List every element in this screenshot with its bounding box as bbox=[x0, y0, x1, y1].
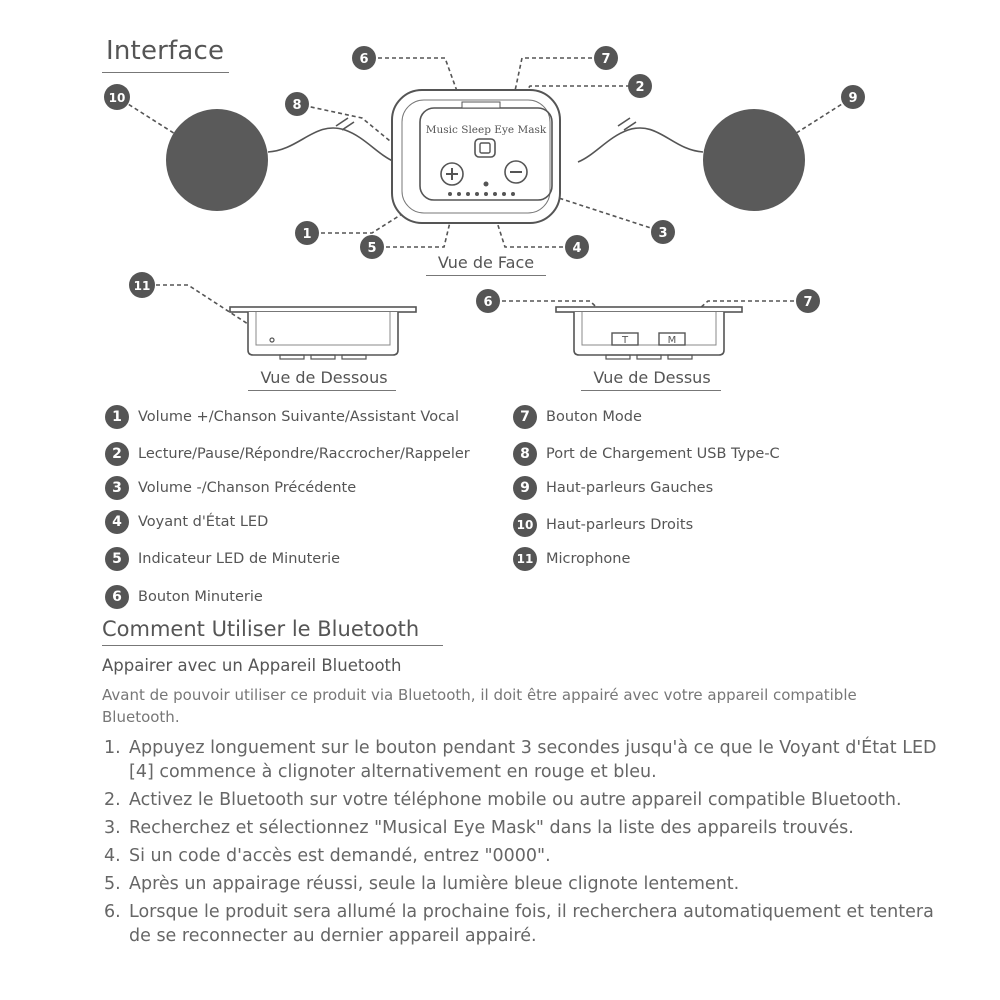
front-view-underline bbox=[426, 275, 546, 276]
step-text: Appuyez longuement sur le bouton pendant 3 secondes jusqu'à ce que le Voyant d'État LED [4] commence à clignoter alternativement en rouge et bleu. bbox=[129, 738, 937, 782]
pairing-steps bbox=[104, 736, 954, 952]
volume-down-button bbox=[505, 161, 527, 183]
control-box-top-view bbox=[556, 307, 742, 359]
callout-11 bbox=[129, 272, 155, 298]
top-view-underline bbox=[581, 390, 721, 391]
legend-badge: 7 bbox=[513, 405, 537, 429]
legend-label: Indicateur LED de Minuterie bbox=[138, 551, 341, 567]
timer-button-T bbox=[612, 333, 638, 346]
legend-label: Bouton Minuterie bbox=[138, 589, 263, 605]
legend-item-6 bbox=[105, 583, 263, 611]
pairing-step bbox=[104, 844, 954, 868]
interface-title: Interface bbox=[106, 36, 225, 66]
legend-item-2 bbox=[105, 440, 470, 468]
callout-1 bbox=[295, 221, 319, 245]
legend-label: Port de Chargement USB Type-C bbox=[546, 446, 780, 462]
device-brand-text: Music Sleep Eye Mask bbox=[425, 124, 547, 136]
svg-text:11: 11 bbox=[133, 279, 151, 293]
svg-text:2: 2 bbox=[635, 80, 645, 95]
legend-item-8 bbox=[513, 440, 780, 468]
svg-text:4: 4 bbox=[572, 241, 582, 256]
svg-text:6: 6 bbox=[483, 295, 493, 310]
right-speaker bbox=[166, 109, 268, 211]
legend-item-9 bbox=[513, 474, 713, 502]
svg-text:6: 6 bbox=[359, 52, 369, 67]
step-number: 3. bbox=[104, 818, 121, 838]
legend-badge: 6 bbox=[105, 585, 129, 609]
legend-badge: 3 bbox=[105, 476, 129, 500]
pairing-subtitle: Appairer avec un Appareil Bluetooth bbox=[102, 656, 402, 675]
legend-item-5 bbox=[105, 545, 340, 573]
front-view-label: Vue de Face bbox=[437, 253, 535, 272]
left-speaker bbox=[703, 109, 805, 211]
callout-5 bbox=[360, 235, 384, 259]
step-number: 2. bbox=[104, 790, 121, 810]
legend-label: Volume +/Chanson Suivante/Assistant Vocal bbox=[138, 409, 459, 425]
control-box-bottom-view bbox=[230, 307, 416, 359]
legend-label: Lecture/Pause/Répondre/Raccrocher/Rappeler bbox=[138, 446, 470, 462]
callout-10 bbox=[104, 84, 130, 110]
volume-up-button bbox=[441, 163, 463, 185]
svg-text:7: 7 bbox=[803, 295, 813, 310]
legend-badge: 11 bbox=[513, 547, 537, 571]
legend-badge: 4 bbox=[105, 510, 129, 534]
legend-badge: 5 bbox=[105, 547, 129, 571]
callout-6 bbox=[352, 46, 376, 70]
step-number: 5. bbox=[104, 874, 121, 894]
legend-item-10 bbox=[513, 511, 693, 539]
legend-badge: 10 bbox=[513, 513, 537, 537]
legend-badge: 9 bbox=[513, 476, 537, 500]
legend-badge: 8 bbox=[513, 442, 537, 466]
svg-text:7: 7 bbox=[601, 52, 611, 67]
svg-text:8: 8 bbox=[292, 98, 302, 113]
callout-7 bbox=[594, 46, 618, 70]
svg-text:9: 9 bbox=[848, 91, 858, 106]
legend-label: Haut-parleurs Gauches bbox=[546, 480, 714, 496]
callout-9 bbox=[841, 85, 865, 109]
bottom-view-underline bbox=[248, 390, 396, 391]
step-text: Recherchez et sélectionnez "Musical Eye Mask" dans la liste des appareils trouvés. bbox=[129, 818, 854, 838]
pairing-step bbox=[104, 788, 954, 812]
pairing-step bbox=[104, 872, 954, 896]
legend-badge: 1 bbox=[105, 405, 129, 429]
callout-8 bbox=[285, 92, 309, 116]
play-pause-button bbox=[475, 139, 495, 157]
legend-label: Voyant d'État LED bbox=[138, 514, 269, 530]
step-text: Lorsque le produit sera allumé la prochaine fois, il recherchera automatiquement et tentera de se reconnecter au dernier appareil appairé. bbox=[129, 902, 934, 946]
legend-item-4 bbox=[105, 508, 268, 536]
bluetooth-section-title: Comment Utiliser le Bluetooth bbox=[102, 617, 420, 641]
step-number: 4. bbox=[104, 846, 121, 866]
svg-text:M: M bbox=[667, 335, 677, 346]
callout-6-top bbox=[476, 289, 500, 313]
step-text: Si un code d'accès est demandé, entrez "0000". bbox=[129, 846, 551, 866]
legend-item-7 bbox=[513, 403, 642, 431]
top-view-label: Vue de Dessus bbox=[593, 368, 711, 387]
step-text: Activez le Bluetooth sur votre téléphone mobile ou autre appareil compatible Bluetooth. bbox=[129, 790, 902, 810]
step-number: 6. bbox=[104, 902, 121, 922]
svg-text:T: T bbox=[621, 335, 629, 346]
step-text: Après un appairage réussi, seule la lumière bleue clignote lentement. bbox=[129, 874, 740, 894]
pairing-step bbox=[104, 816, 954, 840]
interface-diagram bbox=[0, 0, 1000, 400]
legend-item-11 bbox=[513, 545, 630, 573]
callout-2 bbox=[628, 74, 652, 98]
step-number: 1. bbox=[104, 738, 121, 758]
legend-item-3 bbox=[105, 474, 356, 502]
svg-text:1: 1 bbox=[302, 227, 312, 242]
legend-label: Volume -/Chanson Précédente bbox=[138, 480, 357, 496]
svg-text:3: 3 bbox=[658, 226, 668, 241]
legend-label: Haut-parleurs Droits bbox=[546, 517, 694, 533]
legend-label: Microphone bbox=[546, 551, 631, 567]
svg-text:10: 10 bbox=[108, 91, 126, 105]
pairing-step bbox=[104, 736, 954, 784]
pairing-step bbox=[104, 900, 954, 948]
bottom-view-label: Vue de Dessous bbox=[260, 368, 388, 387]
svg-text:5: 5 bbox=[367, 241, 377, 256]
callout-7-top bbox=[796, 289, 820, 313]
legend-label: Bouton Mode bbox=[546, 409, 642, 425]
pairing-intro: Avant de pouvoir utiliser ce produit via Bluetooth, il doit être appairé avec votre appareil compatible Bluetooth. bbox=[102, 686, 857, 726]
callout-3 bbox=[651, 220, 675, 244]
legend-badge: 2 bbox=[105, 442, 129, 466]
mode-button-M bbox=[659, 333, 685, 346]
legend-item-1 bbox=[105, 403, 459, 431]
bluetooth-title-underline bbox=[102, 645, 443, 646]
